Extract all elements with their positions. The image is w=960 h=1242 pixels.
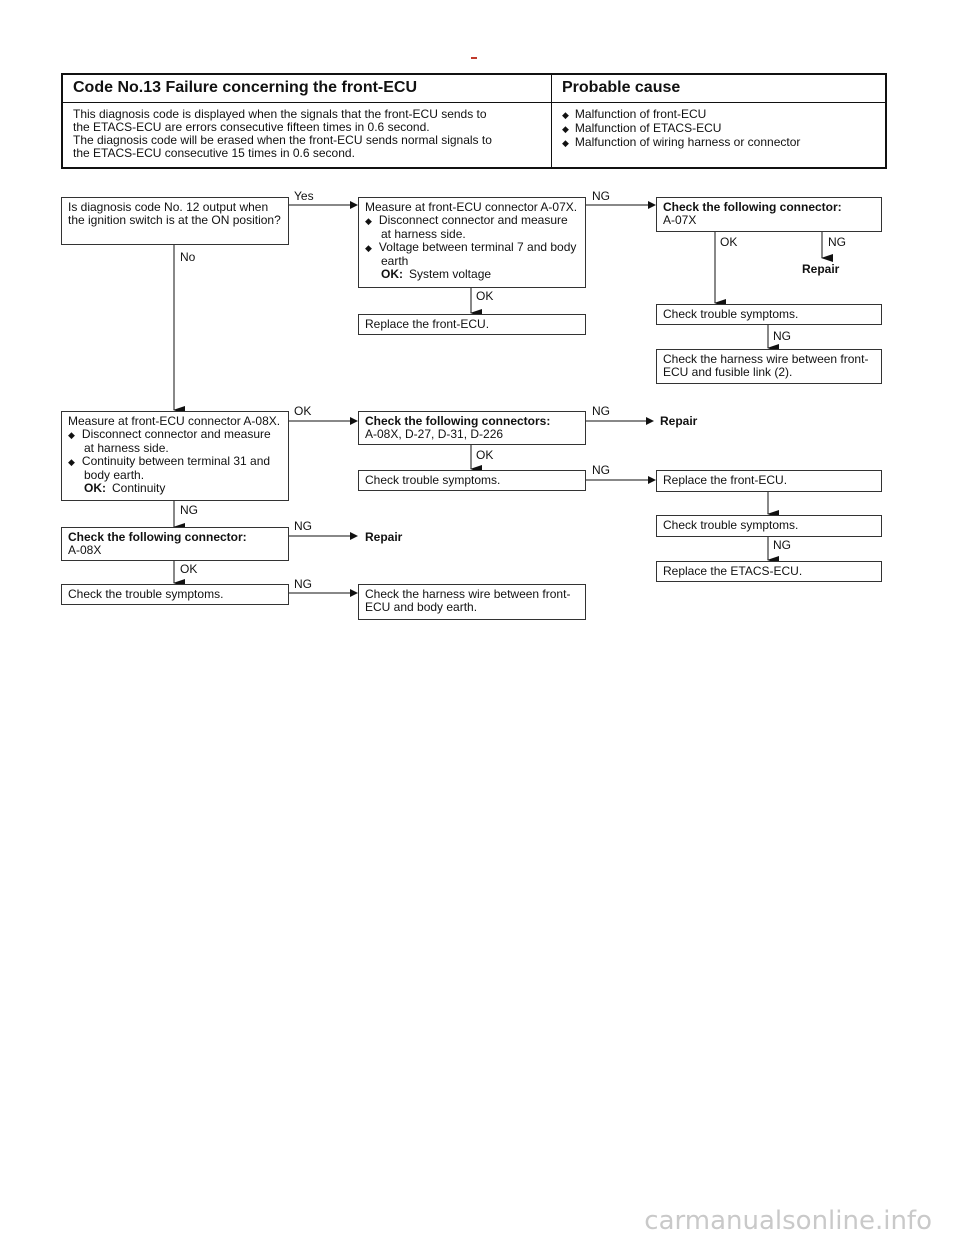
check-trouble-symptoms-box: [358, 470, 586, 491]
description-line: the ETACS-ECU are errors consecutive fifteen times in 0.6 second.: [73, 120, 430, 134]
measure-title: Measure at front-ECU connector A-07X.: [365, 200, 578, 214]
box-text: Replace the front-ECU.: [365, 317, 490, 331]
measure-step: ◆ Disconnect connector and measure at harness side.: [365, 214, 579, 241]
check-harness-earth-box: [358, 584, 586, 620]
branch-label-ng: NG: [180, 503, 198, 517]
ok-criterion: [68, 482, 282, 495]
measure-step: ◆ Voltage between terminal 7 and body earth: [365, 241, 579, 268]
repair-label: Repair: [660, 414, 698, 428]
watermark: carmanualsonline.info: [644, 1206, 932, 1236]
ok-value: Continuity: [112, 481, 166, 495]
cause-item: ◆ Malfunction of front-ECU: [562, 108, 877, 122]
replace-front-ecu-box: [358, 314, 586, 335]
box-text: Check trouble symptoms.: [663, 518, 799, 532]
branch-label-ng: NG: [828, 235, 846, 249]
measure-step: ◆ Continuity between terminal 31 and body earth.: [68, 455, 282, 482]
branch-label-ok: OK: [476, 289, 494, 303]
replace-etacs-ecu-box: [656, 561, 882, 582]
box-text: Check the harness wire between front-ECU and body earth.: [365, 587, 571, 614]
check-value: A-07X: [663, 213, 697, 227]
check-trouble-symptoms-box: [61, 584, 289, 605]
cause-item: ◆ Malfunction of ETACS-ECU: [562, 122, 877, 136]
question-text: Is diagnosis code No. 12 output when the ignition switch is at the ON position?: [68, 200, 281, 227]
branch-label-ng: NG: [294, 577, 312, 591]
box-text: Check the trouble symptoms.: [68, 587, 224, 601]
box-text: Check trouble symptoms.: [663, 307, 799, 321]
check-connector-a08x-box: [61, 527, 289, 561]
check-connector-a07x-box: [656, 197, 882, 232]
branch-label-ok: OK: [720, 235, 738, 249]
check-value: A-08X, D-27, D-31, D-226: [365, 427, 504, 441]
branch-label-ng: NG: [592, 189, 610, 203]
box-text: Check trouble symptoms.: [365, 473, 501, 487]
branch-label-yes: Yes: [294, 189, 314, 203]
measure-title: Measure at front-ECU connector A-08X.: [68, 414, 281, 428]
description-line: The diagnosis code will be erased when the front-ECU sends normal signals to: [73, 133, 492, 147]
branch-label-ng: NG: [592, 404, 610, 418]
check-connectors-box: [358, 411, 586, 445]
replace-front-ecu-box: [656, 470, 882, 492]
check-title: Check the following connectors:: [365, 414, 551, 428]
measure-steps: [365, 214, 579, 268]
ok-value: System voltage: [409, 267, 492, 281]
repair-label: Repair: [365, 530, 403, 544]
description-line: the ETACS-ECU consecutive 15 times in 0.6 second.: [73, 146, 355, 160]
measure-a07x-box: [358, 197, 586, 288]
branch-label-ok: OK: [180, 562, 198, 576]
ok-label: OK:: [381, 267, 403, 281]
check-trouble-symptoms-box: [656, 304, 882, 325]
branch-label-no: No: [180, 250, 196, 264]
box-text: Check the harness wire between front-ECU and fusible link (2).: [663, 352, 869, 379]
check-trouble-symptoms-box: [656, 515, 882, 537]
branch-label-ng: NG: [773, 329, 791, 343]
check-value: A-08X: [68, 543, 102, 557]
box-text: Replace the front-ECU.: [663, 473, 788, 487]
branch-label-ng: NG: [294, 519, 312, 533]
measure-a08x-box: [61, 411, 289, 501]
ok-criterion: [365, 268, 579, 281]
measure-step: ◆ Disconnect connector and measure at harness side.: [68, 428, 282, 455]
probable-cause-title: Probable cause: [552, 74, 887, 103]
branch-label-ng: NG: [773, 538, 791, 552]
description-line: This diagnosis code is displayed when the signals that the front-ECU sends to: [73, 107, 487, 121]
question-code-12-box: [61, 197, 289, 245]
branch-label-ng: NG: [592, 463, 610, 477]
check-harness-fusible-box: [656, 349, 882, 384]
cause-item: ◆ Malfunction of wiring harness or connector: [562, 136, 877, 150]
box-text: Replace the ETACS-ECU.: [663, 564, 803, 578]
repair-label: Repair: [802, 262, 840, 276]
ok-label: OK:: [84, 481, 106, 495]
check-title: Check the following connector:: [68, 530, 247, 544]
branch-label-ok: OK: [294, 404, 312, 418]
check-title: Check the following connector:: [663, 200, 842, 214]
branch-label-ok: OK: [476, 448, 494, 462]
measure-steps: [68, 428, 282, 482]
code-title: Code No.13 Failure concerning the front-ECU: [62, 74, 552, 103]
